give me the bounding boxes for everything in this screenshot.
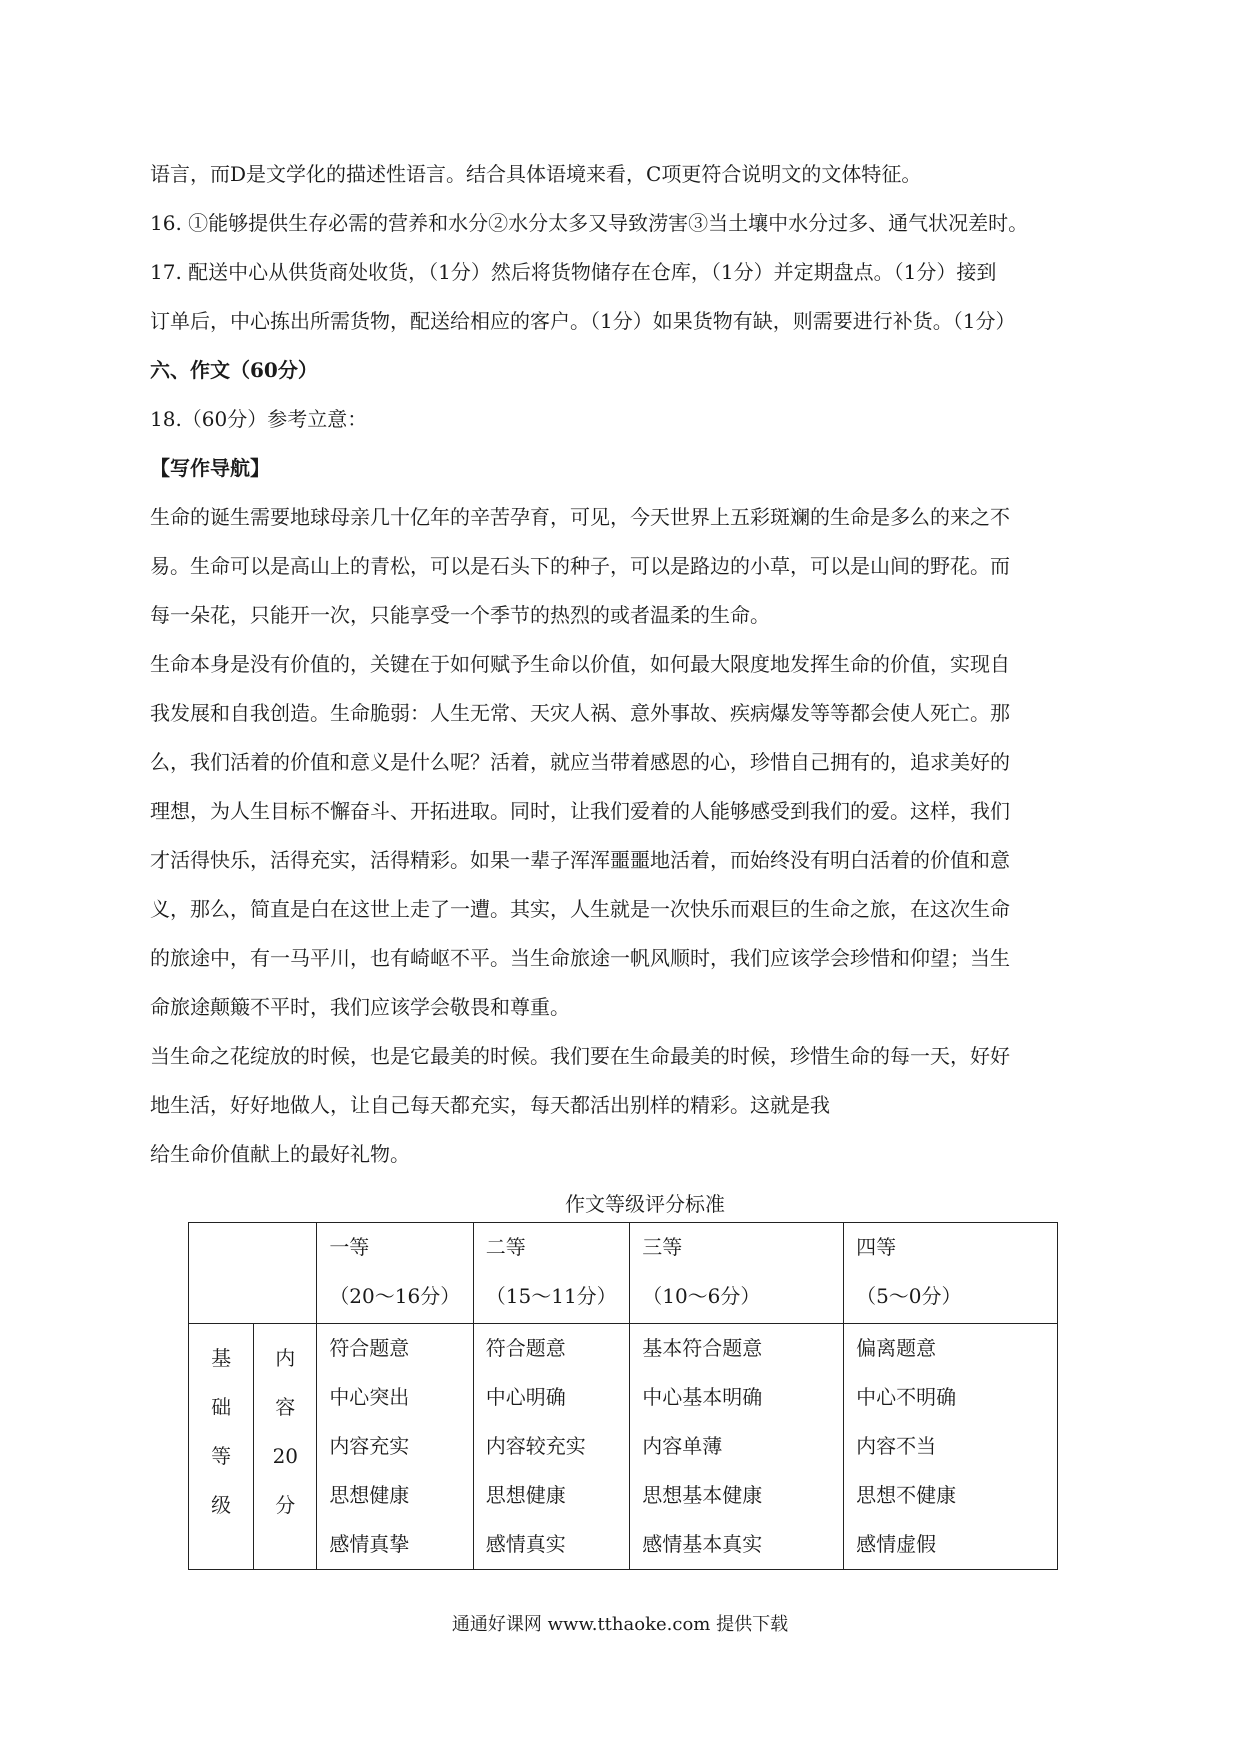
- criterion: 偏离题意: [856, 1336, 937, 1360]
- text-line: 地生活，好好地做人，让自己每天都充实，每天都活出别样的精彩。这就是我: [150, 1093, 830, 1117]
- grade-header-3: [630, 1223, 844, 1324]
- criterion: 内容充实: [329, 1434, 410, 1458]
- row-label-char: 20: [272, 1444, 299, 1468]
- header-blank-cell: [189, 1223, 317, 1324]
- criteria-cell-grade-1: [317, 1324, 473, 1570]
- row-label-char: 容: [275, 1395, 296, 1419]
- row-label-char: 内: [275, 1346, 296, 1370]
- row-group-char: 础: [211, 1395, 232, 1419]
- row-group-char: 基: [211, 1346, 232, 1370]
- criterion: 中心突出: [329, 1385, 410, 1409]
- grade-range: （20～16分）: [329, 1284, 461, 1308]
- criterion: 中心不明确: [856, 1385, 957, 1409]
- grade-header-4: [844, 1223, 1058, 1324]
- text-line: 命旅途颠簸不平时，我们应该学会敬畏和尊重。: [150, 995, 570, 1019]
- content-criteria-row: [189, 1324, 1058, 1570]
- criterion: 符合题意: [485, 1336, 566, 1360]
- grade-name: 一等: [329, 1235, 370, 1259]
- text-line: 么，我们活着的价值和意义是什么呢？活着，就应当带着感恩的心，珍惜自己拥有的，追求美好的: [150, 750, 1010, 774]
- criteria-cell-grade-3: [630, 1324, 844, 1570]
- text-line: 16. ①能够提供生存必需的营养和水分②水分太多又导致涝害③当土壤中水分过多、通气状况差时。: [150, 211, 1029, 235]
- grading-table: [188, 1222, 1058, 1570]
- criterion: 感情真实: [485, 1532, 566, 1556]
- text-line: 易。生命可以是高山上的青松，可以是石头下的种子，可以是路边的小草，可以是山间的野花。而: [150, 554, 1010, 578]
- criterion: 感情基本真实: [642, 1532, 763, 1556]
- section-heading: 六、作文（60分）: [150, 358, 318, 382]
- criterion: 思想健康: [485, 1483, 566, 1507]
- criterion: 内容较充实: [485, 1434, 586, 1458]
- criterion: 感情虚假: [856, 1532, 937, 1556]
- criterion: 基本符合题意: [642, 1336, 763, 1360]
- grade-range: （10～6分）: [642, 1284, 761, 1308]
- row-group-char: 级: [211, 1493, 232, 1517]
- criterion: 内容单薄: [642, 1434, 723, 1458]
- grade-name: 四等: [856, 1235, 897, 1259]
- text-line: 每一朵花，只能开一次，只能享受一个季节的热烈的或者温柔的生命。: [150, 603, 770, 627]
- criteria-cell-grade-4: [844, 1324, 1058, 1570]
- text-line: 17. 配送中心从供货商处收货，（1分）然后将货物储存在仓库，（1分）并定期盘点。（1分）接到: [150, 260, 997, 284]
- text-line: 生命本身是没有价值的，关键在于如何赋予生命以价值，如何最大限度地发挥生命的价值，实现自: [150, 652, 1010, 676]
- criterion: 内容不当: [856, 1434, 937, 1458]
- grade-name: 二等: [485, 1235, 526, 1259]
- grade-range: （15～11分）: [485, 1284, 617, 1308]
- grade-header-2: [473, 1223, 629, 1324]
- criterion: 中心基本明确: [642, 1385, 763, 1409]
- grade-header-row: [189, 1223, 1058, 1324]
- grade-range: （5～0分）: [856, 1284, 962, 1308]
- criterion: 思想基本健康: [642, 1483, 763, 1507]
- criterion: 符合题意: [329, 1336, 410, 1360]
- criteria-cell-grade-2: [473, 1324, 629, 1570]
- page-footer: 通通好课网 www.tthaoke.com 提供下载: [451, 1614, 789, 1635]
- criterion: 感情真挚: [329, 1532, 410, 1556]
- table-title: 作文等级评分标准: [565, 1192, 725, 1216]
- text-line: 当生命之花绽放的时候，也是它最美的时候。我们要在生命最美的时候，珍惜生命的每一天，好好: [150, 1044, 1010, 1068]
- criterion: 思想不健康: [856, 1483, 957, 1507]
- text-line: 义，那么，简直是白在这世上走了一遭。其实，人生就是一次快乐而艰巨的生命之旅，在这次生命: [150, 897, 1010, 921]
- text-line: 理想，为人生目标不懈奋斗、开拓进取。同时，让我们爱着的人能够感受到我们的爱。这样，我们: [150, 799, 1010, 823]
- criterion: 中心明确: [485, 1385, 566, 1409]
- text-line: 给生命价值献上的最好礼物。: [150, 1142, 410, 1166]
- text-line: 语言，而D是文学化的描述性语言。结合具体语境来看，C项更符合说明文的文体特征。: [150, 162, 922, 186]
- row-group-char: 等: [211, 1444, 232, 1468]
- text-line: 才活得快乐，活得充实，活得精彩。如果一辈子浑浑噩噩地活着，而始终没有明白活着的价值和意: [150, 848, 1010, 872]
- grade-name: 三等: [642, 1235, 683, 1259]
- text-line: 我发展和自我创造。生命脆弱：人生无常、天灾人祸、意外事故、疾病爆发等等都会使人死亡。那: [150, 701, 1010, 725]
- text-line: 生命的诞生需要地球母亲几十亿年的辛苦孕育，可见，今天世界上五彩斑斓的生命是多么的来之不: [150, 505, 1010, 529]
- grade-header-1: [317, 1223, 473, 1324]
- text-line: 订单后，中心拣出所需货物，配送给相应的客户。（1分）如果货物有缺，则需要进行补货。（1分）: [150, 309, 1016, 333]
- row-label: [254, 1324, 317, 1570]
- answer-text-body: [150, 150, 1110, 1179]
- section-heading: 【写作导航】: [150, 456, 270, 480]
- row-group-label: [189, 1324, 254, 1570]
- criterion: 思想健康: [329, 1483, 410, 1507]
- text-line: 的旅途中，有一马平川，也有崎岖不平。当生命旅途一帆风顺时，我们应该学会珍惜和仰望；当生: [150, 946, 1010, 970]
- text-line: 18.（60分）参考立意：: [150, 407, 368, 431]
- row-label-char: 分: [275, 1493, 296, 1517]
